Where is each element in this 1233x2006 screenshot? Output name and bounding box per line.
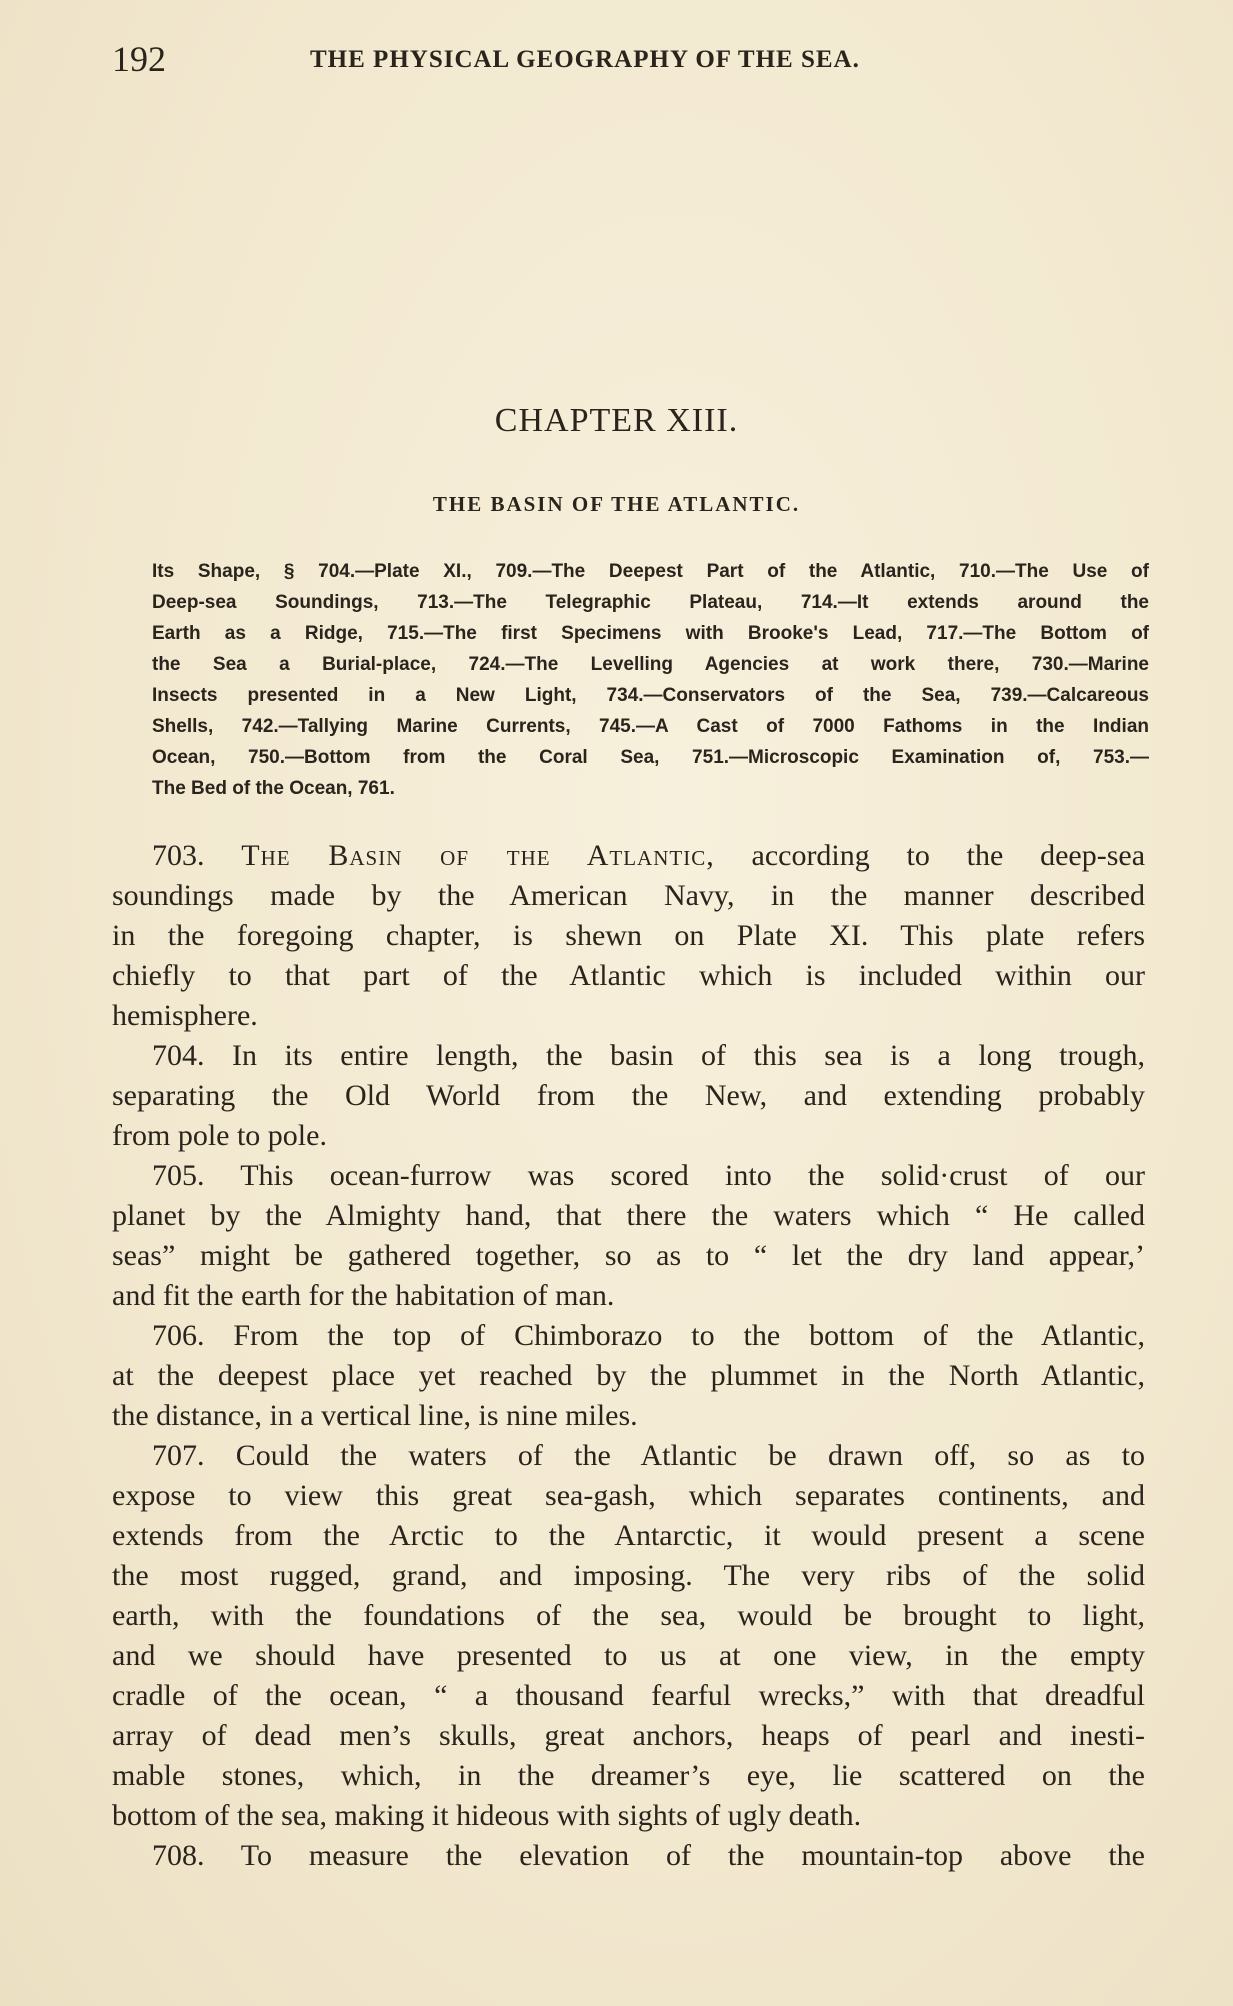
paragraph-text: according to the deep-sea — [751, 839, 1146, 872]
chapter-title: CHAPTER XIII. — [494, 402, 739, 439]
paragraph-line: bottom of the sea, making it hideous with sights of ugly death. — [112, 1799, 862, 1832]
paragraph-706 — [112, 1316, 1145, 1436]
paragraph-line: from pole to pole. — [112, 1119, 327, 1152]
paragraph-line: 706. From the top of Chimborazo to the bottom of the Atlantic, — [152, 1319, 1145, 1352]
paragraph-line: the most rugged, grand, and imposing. The very ribs of the solid — [112, 1559, 1145, 1592]
synopsis-line: Shells, 742.—Tallying Marine Currents, 745.—A Cast of 7000 Fathoms in the Indian — [152, 716, 1149, 737]
page-header — [112, 38, 1142, 88]
synopsis-line: Insects presented in a New Light, 734.—Conservators of the Sea, 739.—Calcareous — [152, 685, 1149, 706]
paragraph-line: 704. In its entire length, the basin of this sea is a long trough, — [152, 1039, 1145, 1072]
chapter-subtitle: THE BASIN OF THE ATLANTIC. — [432, 492, 801, 516]
paragraph-line: 707. Could the waters of the Atlantic be drawn off, so as to — [152, 1439, 1145, 1472]
paragraph-line: chiefly to that part of the Atlantic which is included within our — [112, 959, 1145, 992]
paragraph-line: cradle of the ocean, “ a thousand fearful wrecks,” with that dreadful — [112, 1679, 1145, 1712]
running-head: THE PHYSICAL GEOGRAPHY OF THE SEA. — [310, 46, 860, 73]
paragraph-line: array of dead men’s skulls, great anchors, heaps of pearl and inesti- — [112, 1719, 1145, 1752]
paragraph-line: and we should have presented to us at one view, in the empty — [112, 1639, 1145, 1672]
paragraph-line: 708. To measure the elevation of the mountain-top above the — [152, 1839, 1145, 1872]
paragraph-703 — [112, 836, 1145, 1036]
paragraph-line: and fit the earth for the habitation of man. — [112, 1279, 615, 1312]
paragraph-line: earth, with the foundations of the sea, would be brought to light, — [112, 1599, 1145, 1632]
paragraph-line: soundings made by the American Navy, in the manner described — [112, 879, 1145, 912]
synopsis-line: The Bed of the Ocean, 761. — [152, 778, 395, 799]
paragraph-708 — [112, 1836, 1145, 1876]
paragraph-line: separating the Old World from the New, and extending probably — [112, 1079, 1145, 1112]
paragraph-line: planet by the Almighty hand, that there the waters which “ He called — [112, 1199, 1145, 1232]
paragraph-line: at the deepest place yet reached by the plummet in the North Atlantic, — [112, 1359, 1145, 1392]
paragraph-heading: The Basin of the Atlantic, — [241, 839, 715, 872]
synopsis-line: Ocean, 750.—Bottom from the Coral Sea, 751.—Microscopic Examination of, 753.— — [152, 747, 1149, 768]
synopsis-line: Its Shape, § 704.—Plate XI., 709.—The Deepest Part of the Atlantic, 710.—The Use of — [152, 561, 1149, 582]
paragraph-707 — [112, 1436, 1145, 1836]
paragraph-line — [112, 836, 1145, 876]
chapter-synopsis — [150, 556, 1149, 804]
synopsis-line: Earth as a Ridge, 715.—The first Specimens with Brooke's Lead, 717.—The Bottom of — [152, 623, 1149, 644]
paragraph-line: mable stones, which, in the dreamer’s eye, lie scattered on the — [112, 1759, 1145, 1792]
paragraph-line: expose to view this great sea-gash, which separates continents, and — [112, 1479, 1145, 1512]
synopsis-line: the Sea a Burial-place, 724.—The Levelling Agencies at work there, 730.—Marine — [152, 654, 1149, 675]
paragraph-line: in the foregoing chapter, is shewn on Plate XI. This plate refers — [112, 919, 1145, 952]
paragraph-704 — [112, 1036, 1145, 1156]
paragraph-line: seas” might be gathered together, so as to “ let the dry land appear,’ — [112, 1239, 1145, 1272]
paragraph-line: 705. This ocean-furrow was scored into the solid·crust of our — [152, 1159, 1145, 1192]
paragraph-line: the distance, in a vertical line, is nine miles. — [112, 1399, 638, 1432]
paragraph-line: hemisphere. — [112, 999, 258, 1032]
paragraph-705 — [112, 1156, 1145, 1316]
page-number: 192 — [112, 39, 166, 79]
paragraph-line: extends from the Arctic to the Antarctic, it would present a scene — [112, 1519, 1145, 1552]
paragraph-number: 703. — [152, 839, 205, 872]
body-text — [112, 836, 1145, 1876]
synopsis-line: Deep-sea Soundings, 713.—The Telegraphic Plateau, 714.—It extends around the — [152, 592, 1149, 613]
